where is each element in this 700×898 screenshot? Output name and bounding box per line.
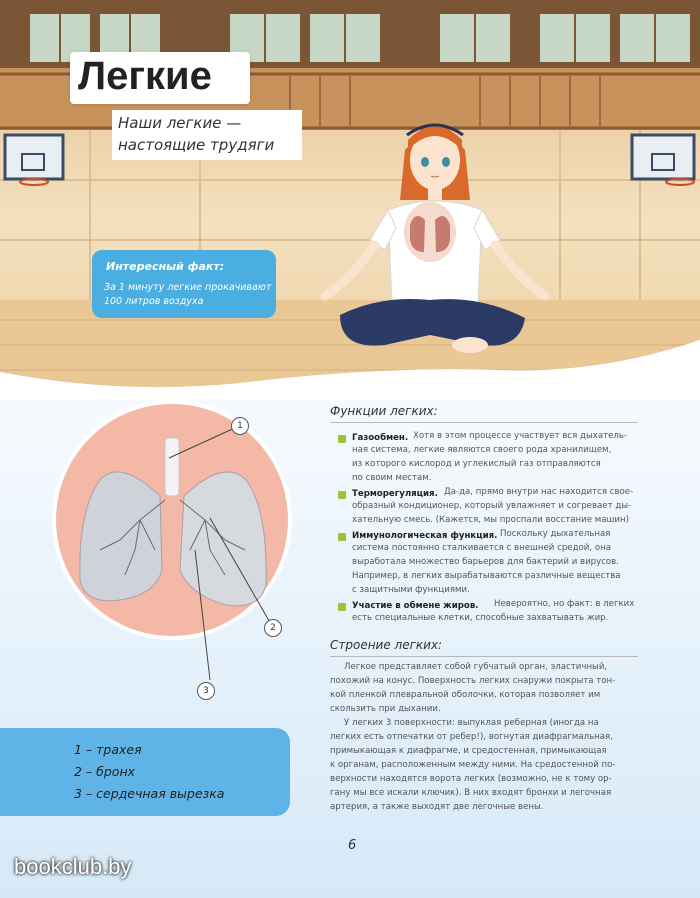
function-line: ная система, легкие являются своего рода хранилищем,: [352, 445, 612, 455]
structure-line: Легкое представляет собой губчатый орган, эластичный,: [344, 662, 608, 672]
structure-line: верхности находятся ворота легких (возможно, не к тому ор-: [330, 774, 612, 784]
site-watermark: bookclub.by: [14, 854, 132, 879]
fact-line: За 1 минуту легкие прокачивают: [104, 282, 272, 293]
function-line: с защитными функциями.: [352, 585, 470, 595]
structure-line: к органам, расположенным между ними. На средостенной по-: [330, 760, 616, 770]
structure-line: У легких 3 поверхности: выпуклая реберная (иногда на: [344, 718, 599, 728]
structure-line: примыкающая к диафрагме, и средостенная, примыкающая: [330, 746, 607, 756]
function-line: Поскольку дыхательная: [500, 529, 611, 539]
section-divider: [330, 656, 638, 657]
section-divider: [330, 422, 638, 423]
structure-line: гану мы все искали ключик). В них входят бронхи и легочная: [330, 788, 612, 798]
marker-2: 2: [264, 619, 282, 637]
checkbox-icon: [338, 603, 346, 611]
legend-item: 2 – бронх: [74, 764, 136, 779]
function-line: Хотя в этом процессе участвует вся дыхатель-: [413, 431, 628, 441]
function-line: по своим местам.: [352, 473, 432, 483]
structure-line: артерия, а также выходят две легочные вены.: [330, 802, 544, 812]
lungs-diagram: [40, 400, 310, 710]
page-number: 6: [348, 838, 357, 853]
marker-3: 3: [197, 682, 215, 700]
function-line: хательную смесь. (Кажется, мы проспали восстание машин): [352, 515, 629, 525]
function-line: Невероятно, но факт: в легких: [494, 599, 635, 609]
fact-box: [92, 250, 276, 318]
checkbox-icon: [338, 533, 346, 541]
function-line: из которого кислород и углекислый газ отправляются: [352, 459, 601, 469]
legend-item: 1 – трахея: [74, 742, 142, 757]
legend-item: 3 – сердечная вырезка: [74, 786, 225, 801]
function-item-bold: Участие в обмене жиров.: [352, 601, 479, 611]
structure-line: скользить при дыхании.: [330, 704, 441, 714]
checkbox-icon: [338, 435, 346, 443]
structure-line: похожий на конус. Поверхность легких снаружи покрыта тон-: [330, 676, 616, 686]
page-subtitle: [112, 110, 302, 160]
page-title: Легкие: [70, 52, 250, 104]
function-line: есть специальные клетки, способные захватывать жир.: [352, 613, 609, 623]
subtitle-line: настоящие трудяги: [118, 136, 275, 154]
function-line: система постоянно сталкивается с внешней средой, она: [352, 543, 611, 553]
function-item-bold: Газообмен.: [352, 433, 409, 443]
function-line: образный кондиционер, который увлажняет и согревает ды-: [352, 501, 632, 511]
functions-heading: Функции легких:: [330, 404, 438, 418]
checkbox-icon: [338, 491, 346, 499]
subtitle-line: Наши легкие —: [118, 114, 242, 132]
marker-1: 1: [231, 417, 249, 435]
function-item-bold: Терморегуляция.: [352, 489, 438, 499]
function-line: Например, в легких вырабатываются различные вещества: [352, 571, 621, 581]
fact-heading: Интересный факт:: [106, 260, 225, 273]
structure-line: кой пленкой плевральной оболочки, которая позволяет им: [330, 690, 601, 700]
function-line: Да-да, прямо внутри нас находится свое-: [444, 487, 634, 497]
structure-line: легких есть отпечатки от ребер!), вогнутая диафрагмальная,: [330, 732, 613, 742]
diagram-legend: [0, 728, 290, 816]
function-line: выработала множество барьеров для бактерий и вирусов.: [352, 557, 619, 567]
function-item-bold: Иммунологическая функция.: [352, 531, 498, 541]
fact-line: 100 литров воздуха: [104, 296, 204, 307]
structure-heading: Строение легких:: [330, 638, 443, 652]
